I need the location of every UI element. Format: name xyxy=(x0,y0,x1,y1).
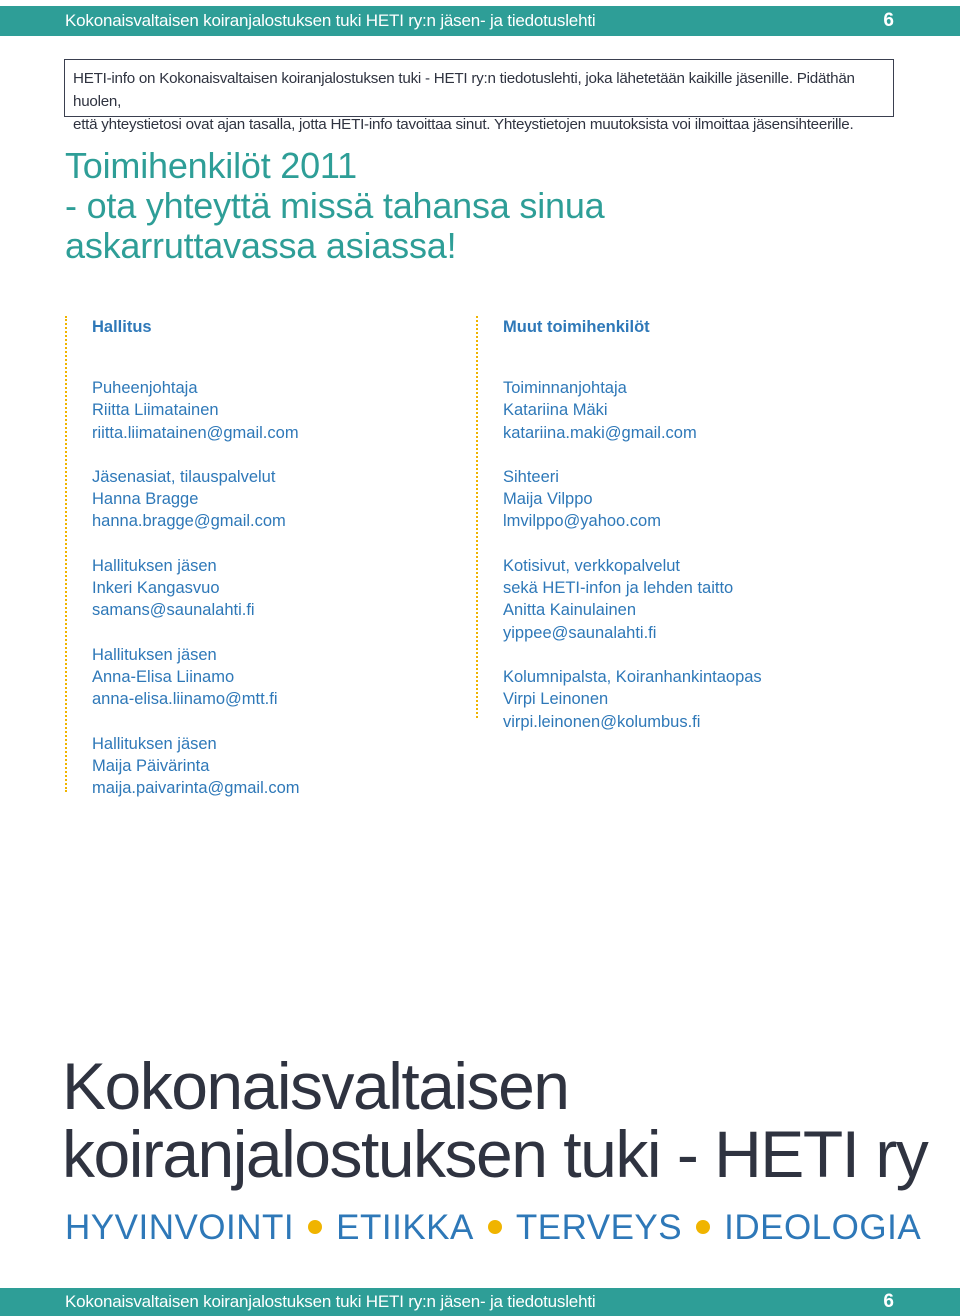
headline-line: Toimihenkilöt 2011 xyxy=(65,145,357,186)
value-word: HYVINVOINTI xyxy=(65,1208,295,1247)
contact-email[interactable]: samans@saunalahti.fi xyxy=(92,601,255,620)
contact-name: Riitta Liimatainen xyxy=(92,401,219,420)
footer-page-number: 6 xyxy=(883,1291,894,1312)
bullet-dot-icon xyxy=(696,1220,710,1234)
contact-email[interactable]: katariina.maki@gmail.com xyxy=(503,423,697,442)
contact-name: Anitta Kainulainen xyxy=(503,601,637,620)
contact-name: Virpi Leinonen xyxy=(503,690,609,709)
headline-line: askarruttavassa asiassa! xyxy=(65,225,457,266)
contact-entry xyxy=(503,377,856,444)
info-box xyxy=(64,59,894,133)
contact-email[interactable]: yippee@saunalahti.fi xyxy=(503,623,657,642)
footer-bar xyxy=(0,1288,960,1316)
page-headline xyxy=(65,146,885,266)
board-column xyxy=(65,316,445,798)
contact-name: Anna-Elisa Liinamo xyxy=(92,667,235,686)
value-word: TERVEYS xyxy=(515,1208,683,1247)
contact-role: Kolumnipalsta, Koiranhankintaopas xyxy=(503,667,762,686)
contact-role: Sihteeri xyxy=(503,467,559,486)
contact-name: Hanna Bragge xyxy=(92,490,199,509)
contact-role: Jäsenasiat, tilauspalvelut xyxy=(92,467,276,486)
value-word: ETIIKKA xyxy=(336,1208,474,1247)
values-tagline xyxy=(65,1208,921,1248)
contact-entry xyxy=(92,377,445,444)
contact-name: Katariina Mäki xyxy=(503,401,608,420)
contact-email[interactable]: anna-elisa.liinamo@mtt.fi xyxy=(92,690,278,709)
contact-email[interactable]: hanna.bragge@gmail.com xyxy=(92,512,286,531)
contact-name: Maija Päivärinta xyxy=(92,756,210,775)
contact-role: Hallituksen jäsen xyxy=(92,556,217,575)
contact-entry xyxy=(503,555,856,644)
contact-role-continued: sekä HETI-infon ja lehden taitto xyxy=(503,579,734,598)
info-line: HETI-info on Kokonaisvaltaisen koiranjalostuksen tuki - HETI ry:n tiedotuslehti, joka lähetetään kaikille jäsenille. Pidäthän huolen, xyxy=(73,70,855,110)
organization-name xyxy=(62,1049,942,1191)
other-officials-column xyxy=(476,316,856,731)
bullet-dot-icon xyxy=(488,1220,502,1234)
header-title: Kokonaisvaltaisen koiranjalostuksen tuki HETI ry:n jäsen- ja tiedotuslehti xyxy=(65,11,596,30)
contact-entry xyxy=(503,466,856,533)
contact-role: Kotisivut, verkkopalvelut xyxy=(503,556,680,575)
organization-name-line: Kokonaisvaltaisen xyxy=(62,1049,569,1123)
contact-email[interactable]: virpi.leinonen@kolumbus.fi xyxy=(503,712,701,731)
contact-entry xyxy=(92,644,445,711)
header-page-number: 6 xyxy=(883,10,894,31)
contact-role: Hallituksen jäsen xyxy=(92,645,217,664)
contact-email[interactable]: riitta.liimatainen@gmail.com xyxy=(92,423,299,442)
contact-role: Toiminnanjohtaja xyxy=(503,379,627,397)
other-officials-title: Muut toimihenkilöt xyxy=(503,318,650,336)
board-title: Hallitus xyxy=(92,318,152,336)
info-line: että yhteystietosi ovat ajan tasalla, jotta HETI-info tavoittaa sinut. Yhteystietojen muutoksista voi ilmoittaa jäsensihteerille. xyxy=(73,116,854,133)
header-bar xyxy=(0,6,960,36)
contact-entry xyxy=(92,466,445,533)
contact-role: Hallituksen jäsen xyxy=(92,734,217,753)
contact-name: Inkeri Kangasvuo xyxy=(92,579,220,598)
contact-name: Maija Vilppo xyxy=(503,490,593,509)
organization-name-line: koiranjalostuksen tuki - HETI ry xyxy=(62,1117,928,1191)
headline-line: - ota yhteyttä missä tahansa sinua xyxy=(65,185,605,226)
footer-title: Kokonaisvaltaisen koiranjalostuksen tuki HETI ry:n jäsen- ja tiedotuslehti xyxy=(65,1292,596,1311)
contact-entry xyxy=(92,555,445,622)
bullet-dot-icon xyxy=(308,1220,322,1234)
contact-entry xyxy=(503,666,856,733)
value-word: IDEOLOGIA xyxy=(724,1208,922,1247)
contact-role: Puheenjohtaja xyxy=(92,379,198,397)
contact-entry xyxy=(92,733,445,800)
contact-email[interactable]: maija.paivarinta@gmail.com xyxy=(92,779,300,798)
contact-email[interactable]: lmvilppo@yahoo.com xyxy=(503,512,661,531)
